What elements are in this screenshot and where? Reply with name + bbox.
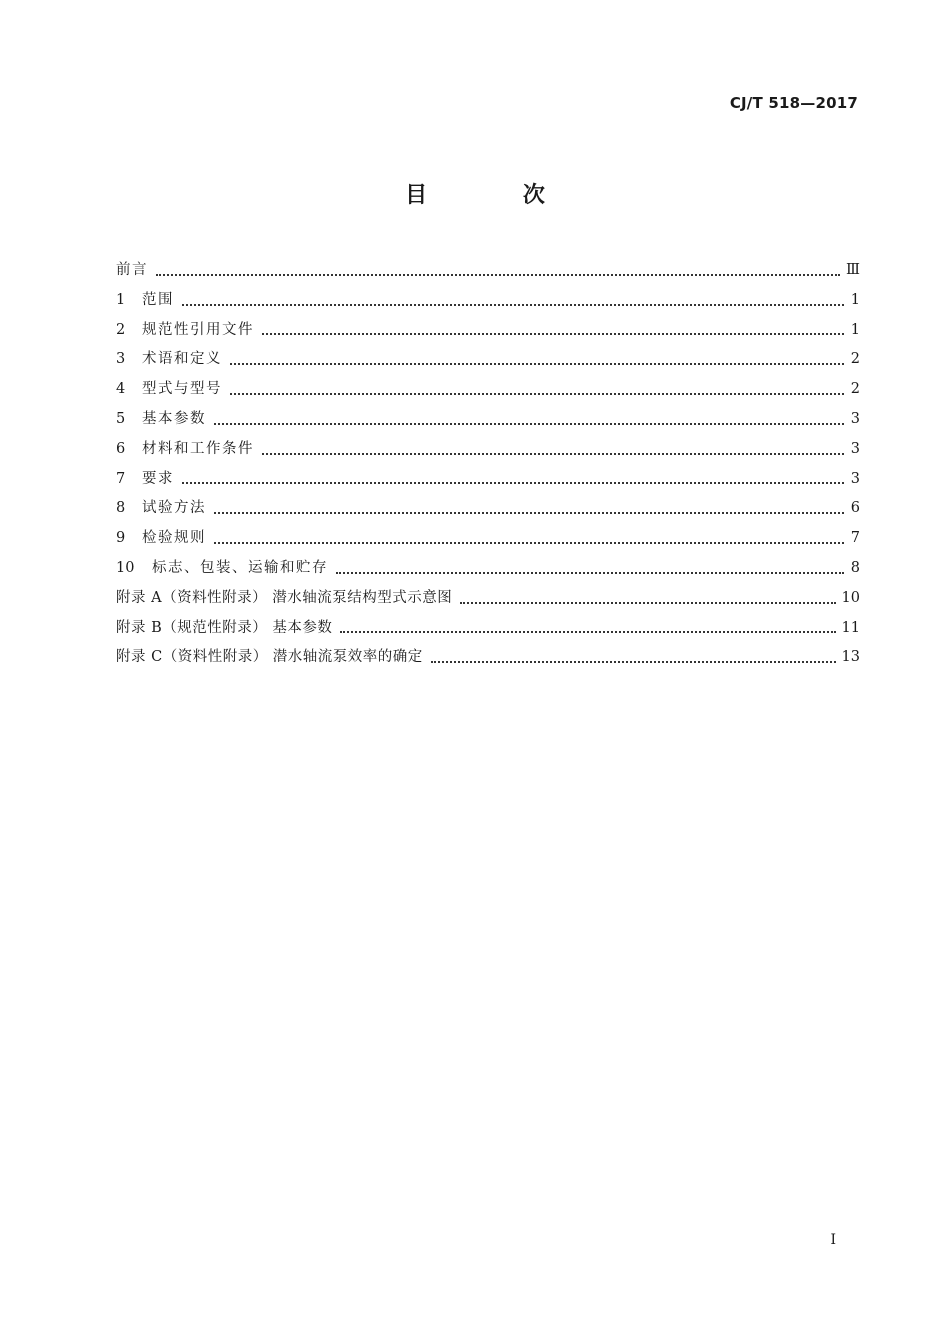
toc-leader [214,423,844,425]
toc-number: 8 [116,500,126,517]
toc-page: 7 [850,530,860,547]
toc-page: 3 [850,410,860,427]
toc-page: 11 [841,619,860,636]
toc-leader [460,602,835,604]
toc-page: 6 [850,500,860,517]
toc-leader [230,363,844,365]
toc-label: 试验方法 [142,500,206,517]
toc-leader [156,274,840,276]
toc-number: 10 [116,559,135,576]
toc-page: 1 [850,291,860,308]
toc-page: 3 [850,470,860,487]
toc-leader [230,393,844,395]
toc-leader [262,453,844,455]
toc-entry-5[interactable] [116,405,860,435]
toc-label: 附录 A（资料性附录） 潜水轴流泵结构型式示意图 [116,589,453,606]
toc-label: 范围 [142,291,174,308]
toc-entry-7[interactable] [116,465,860,495]
toc-page: Ⅲ [846,262,860,278]
toc-entry-6[interactable] [116,435,860,465]
toc-leader [340,631,835,633]
toc-label: 规范性引用文件 [142,321,254,338]
toc-entry-4[interactable] [116,375,860,405]
toc-entry-annex-a[interactable] [116,584,860,614]
toc-entry-1[interactable] [116,286,860,316]
toc-leader [182,304,844,306]
toc-number: 9 [116,530,126,547]
toc-entry-8[interactable] [116,494,860,524]
toc-label: 附录 C（资料性附录） 潜水轴流泵效率的确定 [116,649,423,666]
toc-page: 13 [841,649,860,666]
toc-leader [214,542,844,544]
toc-entry-annex-b[interactable] [116,614,860,644]
toc-leader [214,512,844,514]
toc-page: 2 [850,351,860,368]
toc-label: 材料和工作条件 [142,440,254,457]
page-title: 目 次 [405,183,589,208]
toc-page: 3 [850,440,860,457]
toc-label: 型式与型号 [142,381,222,398]
toc-number: 5 [116,410,126,427]
toc-label: 前言 [116,262,148,278]
toc-leader [262,333,844,335]
toc-number: 6 [116,440,126,457]
toc-number: 3 [116,351,126,368]
toc-label: 标志、包装、运输和贮存 [152,559,328,576]
toc-label: 术语和定义 [142,351,222,368]
toc-number: 4 [116,381,126,398]
toc-entry-annex-c[interactable] [116,643,860,673]
toc-label: 要求 [142,470,174,487]
toc-page: 10 [841,589,860,606]
toc-label: 附录 B（规范性附录） 基本参数 [116,619,333,636]
toc-entry-10[interactable] [116,554,860,584]
standard-code: CJ/T 518—2017 [729,94,858,112]
toc-label: 基本参数 [142,410,206,427]
table-of-contents [116,256,860,673]
page-number: I [830,1232,836,1248]
toc-page: 8 [850,559,860,576]
toc-entry-3[interactable] [116,345,860,375]
toc-entry-9[interactable] [116,524,860,554]
toc-label: 检验规则 [142,530,206,547]
toc-entry-2[interactable] [116,316,860,346]
toc-page: 1 [850,321,860,338]
toc-number: 2 [116,321,126,338]
toc-number: 1 [116,291,126,308]
toc-number: 7 [116,470,126,487]
toc-leader [182,482,844,484]
toc-page: 2 [850,381,860,398]
toc-leader [431,661,836,663]
toc-leader [336,572,844,574]
toc-entry-foreword[interactable] [116,256,860,286]
